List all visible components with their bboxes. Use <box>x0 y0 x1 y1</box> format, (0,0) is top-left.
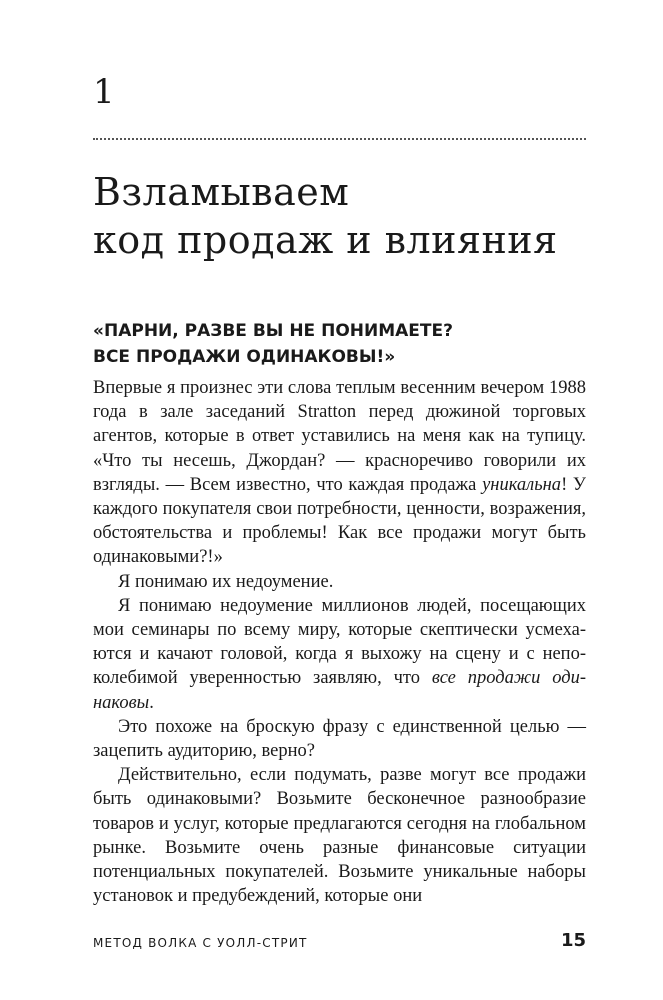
page-number: 15 <box>560 930 586 951</box>
paragraph-3-text-a: Я понимаю недоумение миллионов людей, посещающих мои семинары по всему миру, которые скептически усмехаются и качают головой, когда я выхожу на сцену и с непоколебимой уверенностью заявляю, что <box>93 595 586 689</box>
paragraph-1 <box>93 376 586 570</box>
paragraph-5: Действительно, если подумать, разве могут все продажи быть одинаковыми? Возьмите бесконечное разнообразие товаров и услуг, которые предлагаются сегодня на глобальном рынке. Возьмите очень разные финансовые ситуации потенциальных покупателей. Возьмите уникальные наборы установок и предубеждений, которые они <box>93 765 586 907</box>
body-text <box>93 376 586 908</box>
running-footer-title: МЕТОД ВОЛКА С УОЛЛ-СТРИТ <box>93 936 308 950</box>
paragraph-3-emphasis: все продажи одинаковы <box>93 668 586 713</box>
paragraph-2: Я понимаю их недоумение. <box>118 571 334 592</box>
chapter-number: 1 <box>93 72 115 112</box>
paragraph-1-text-a: Впервые я произнес эти слова теплым весенним вечером 1988 года в зале заседаний Stratton перед дюжиной торговых агентов, которые в ответ уставились на меня как на тупицу. «Что ты несешь, Джордан? — красноречиво говорили их взгляды. — Всем известно, что каждая продажа <box>93 378 586 495</box>
chapter-title-line-2: код продаж и влияния <box>93 218 558 262</box>
chapter-divider <box>93 138 586 140</box>
chapter-title-line-1: Взламываем <box>93 170 350 214</box>
paragraph-4: Это похоже на броскую фразу с единственной целью — зацепить аудиторию, верно? <box>93 716 586 762</box>
paragraph-1-emphasis: уникальна <box>482 474 562 495</box>
section-heading-line-2: ВСЕ ПРОДАЖИ ОДИНАКОВЫ!» <box>93 347 396 367</box>
paragraph-3-text-b: . <box>149 692 154 713</box>
section-heading <box>93 318 593 370</box>
section-heading-line-1: «ПАРНИ, РАЗВЕ ВЫ НЕ ПОНИМАЕТЕ? <box>93 321 453 341</box>
chapter-title <box>93 168 613 264</box>
paragraph-1-text-b: ! У каждого покупателя свои потребности, ценности, возражения, обстоятельства и проблемы! Как все продажи могут быть одинаковыми?!» <box>93 474 586 568</box>
paragraph-3 <box>93 594 586 715</box>
